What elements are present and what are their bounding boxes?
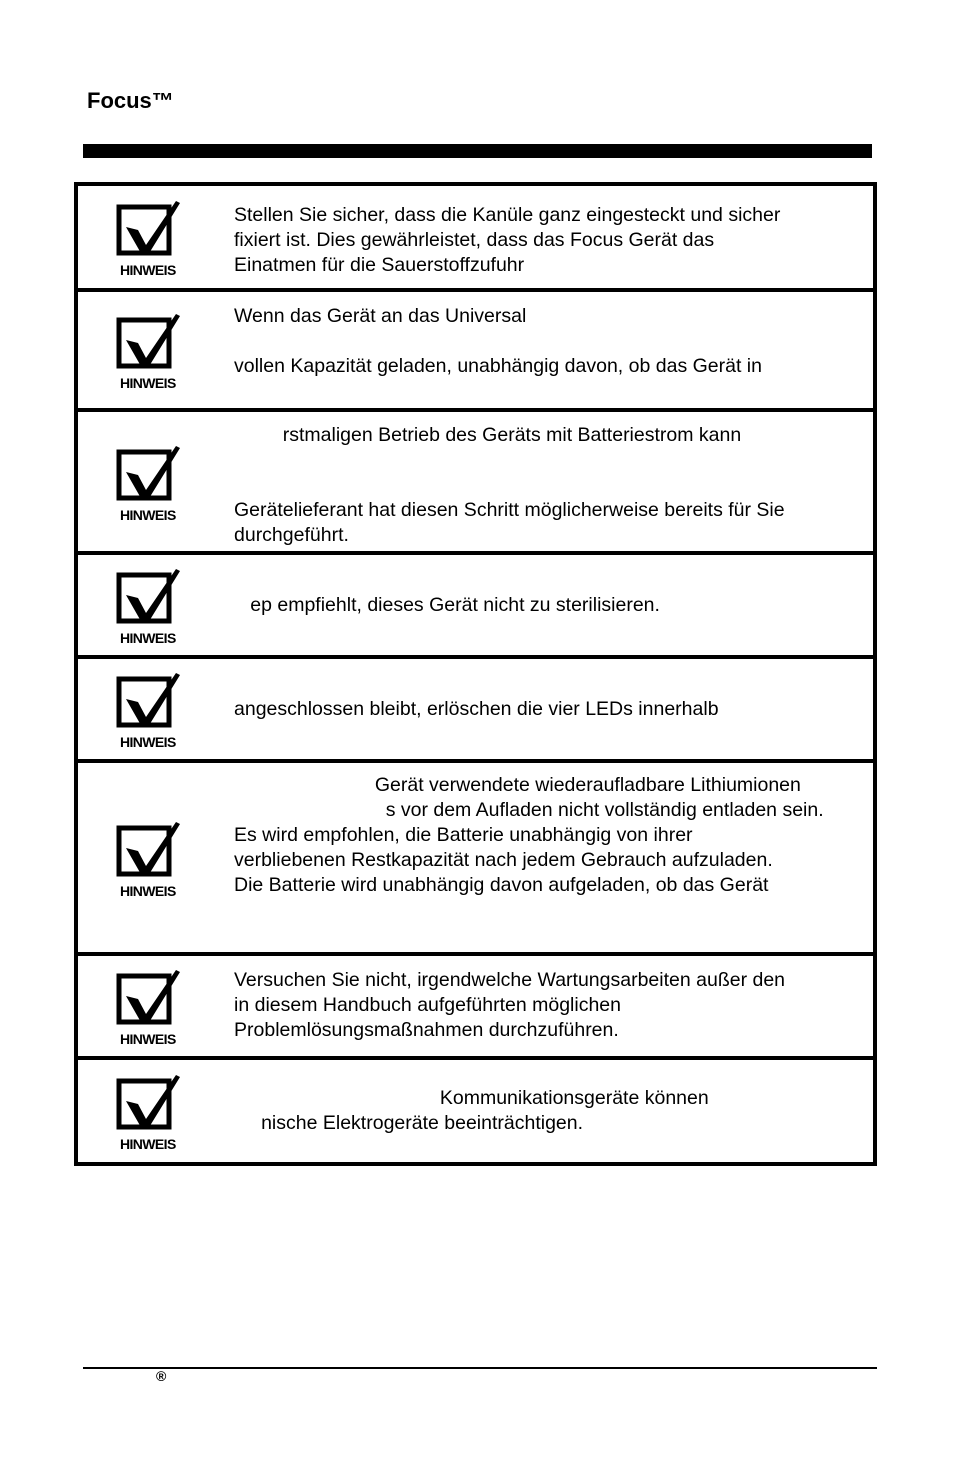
hinweis-label: HINWEIS: [120, 734, 176, 750]
hinweis-icon: [116, 197, 192, 277]
note-line: Gerätelieferant hat diesen Schritt möglicherweise bereits für Sie: [234, 499, 785, 521]
note-row: [78, 412, 873, 555]
note-line: [234, 448, 851, 473]
note-text: [234, 1086, 851, 1136]
note-icon-cell: [78, 292, 228, 408]
note-line: nische Elektrogeräte beeinträchtigen.: [234, 1112, 584, 1134]
footer-rule: [83, 1367, 877, 1369]
note-line: Kommunikationsgeräte können: [234, 1087, 709, 1109]
notes-table: [74, 182, 877, 1166]
note-text: [234, 593, 851, 618]
hinweis-icon: [116, 565, 192, 645]
header-bar: [83, 144, 872, 158]
hinweis-icon: [116, 966, 192, 1046]
note-line: vollen Kapazität geladen, unabhängig davon, ob das Gerät in: [234, 355, 762, 377]
checkbox-check-icon: [116, 565, 192, 627]
note-line: in diesem Handbuch aufgeführten möglichen: [234, 994, 622, 1016]
hinweis-label: HINWEIS: [120, 882, 176, 899]
checkbox-check-icon: [116, 1071, 192, 1133]
note-row: [78, 186, 873, 292]
hinweis-label: HINWEIS: [120, 262, 176, 278]
note-icon-cell: [78, 412, 228, 551]
note-line: Gerät verwendete wiederaufladbare Lithiumionen: [234, 774, 801, 796]
note-text: [234, 304, 851, 379]
checkbox-check-icon: [116, 669, 192, 731]
note-icon-cell: [78, 763, 228, 952]
note-text: [234, 423, 851, 548]
note-line: s vor dem Aufladen nicht vollständig entladen sein.: [234, 799, 824, 821]
hinweis-label: HINWEIS: [120, 1136, 176, 1152]
note-row: [78, 292, 873, 412]
hinweis-icon: [116, 818, 192, 898]
note-text: [234, 203, 851, 278]
note-line: [234, 329, 851, 354]
checkbox-check-icon: [116, 966, 192, 1028]
note-row: [78, 659, 873, 763]
hinweis-icon: [116, 310, 192, 390]
page-title: Focus™: [87, 88, 174, 113]
note-line: Versuchen Sie nicht, irgendwelche Wartungsarbeiten außer den: [234, 969, 786, 991]
note-text: [234, 968, 851, 1043]
note-line: Die Batterie wird unabhängig davon aufgeladen, ob das Gerät: [234, 874, 769, 896]
note-row: [78, 763, 873, 956]
note-icon-cell: [78, 186, 228, 288]
checkbox-check-icon: [116, 197, 192, 259]
note-line: rstmaligen Betrieb des Geräts mit Batteriestrom kann: [234, 424, 742, 446]
note-line: durchgeführt.: [234, 524, 349, 546]
note-text: [234, 697, 851, 722]
note-row: [78, 956, 873, 1060]
note-line: Einatmen für die Sauerstoffzufuhr: [234, 254, 525, 276]
note-line: Problemlösungsmaßnahmen durchzuführen.: [234, 1019, 619, 1041]
hinweis-label: HINWEIS: [120, 630, 176, 646]
registered-mark: ®: [156, 1368, 167, 1384]
hinweis-icon: [116, 442, 192, 522]
note-line: Es wird empfohlen, die Batterie unabhängig von ihrer: [234, 824, 693, 846]
hinweis-label: HINWEIS: [120, 506, 176, 523]
checkbox-check-icon: [116, 818, 192, 880]
hinweis-icon: [116, 669, 192, 749]
hinweis-label: HINWEIS: [120, 375, 176, 391]
note-row: [78, 1060, 873, 1162]
hinweis-label: HINWEIS: [120, 1031, 176, 1047]
note-line: fixiert ist. Dies gewährleistet, dass das Focus Gerät das: [234, 229, 715, 251]
checkbox-check-icon: [116, 310, 192, 372]
note-line: Wenn das Gerät an das Universal: [234, 305, 527, 327]
note-icon-cell: [78, 956, 228, 1056]
note-icon-cell: [78, 555, 228, 655]
hinweis-icon: [116, 1071, 192, 1151]
note-line: [234, 473, 851, 498]
note-row: [78, 555, 873, 659]
note-icon-cell: [78, 659, 228, 759]
note-line: verbliebenen Restkapazität nach jedem Gebrauch aufzuladen.: [234, 849, 773, 871]
note-line: ep empfiehlt, dieses Gerät nicht zu sterilisieren.: [234, 594, 660, 616]
note-line: angeschlossen bleibt, erlöschen die vier LEDs innerhalb: [234, 698, 719, 720]
note-icon-cell: [78, 1060, 228, 1162]
note-text: [234, 773, 851, 898]
checkbox-check-icon: [116, 442, 192, 504]
note-line: Stellen Sie sicher, dass die Kanüle ganz eingesteckt und sicher: [234, 204, 781, 226]
